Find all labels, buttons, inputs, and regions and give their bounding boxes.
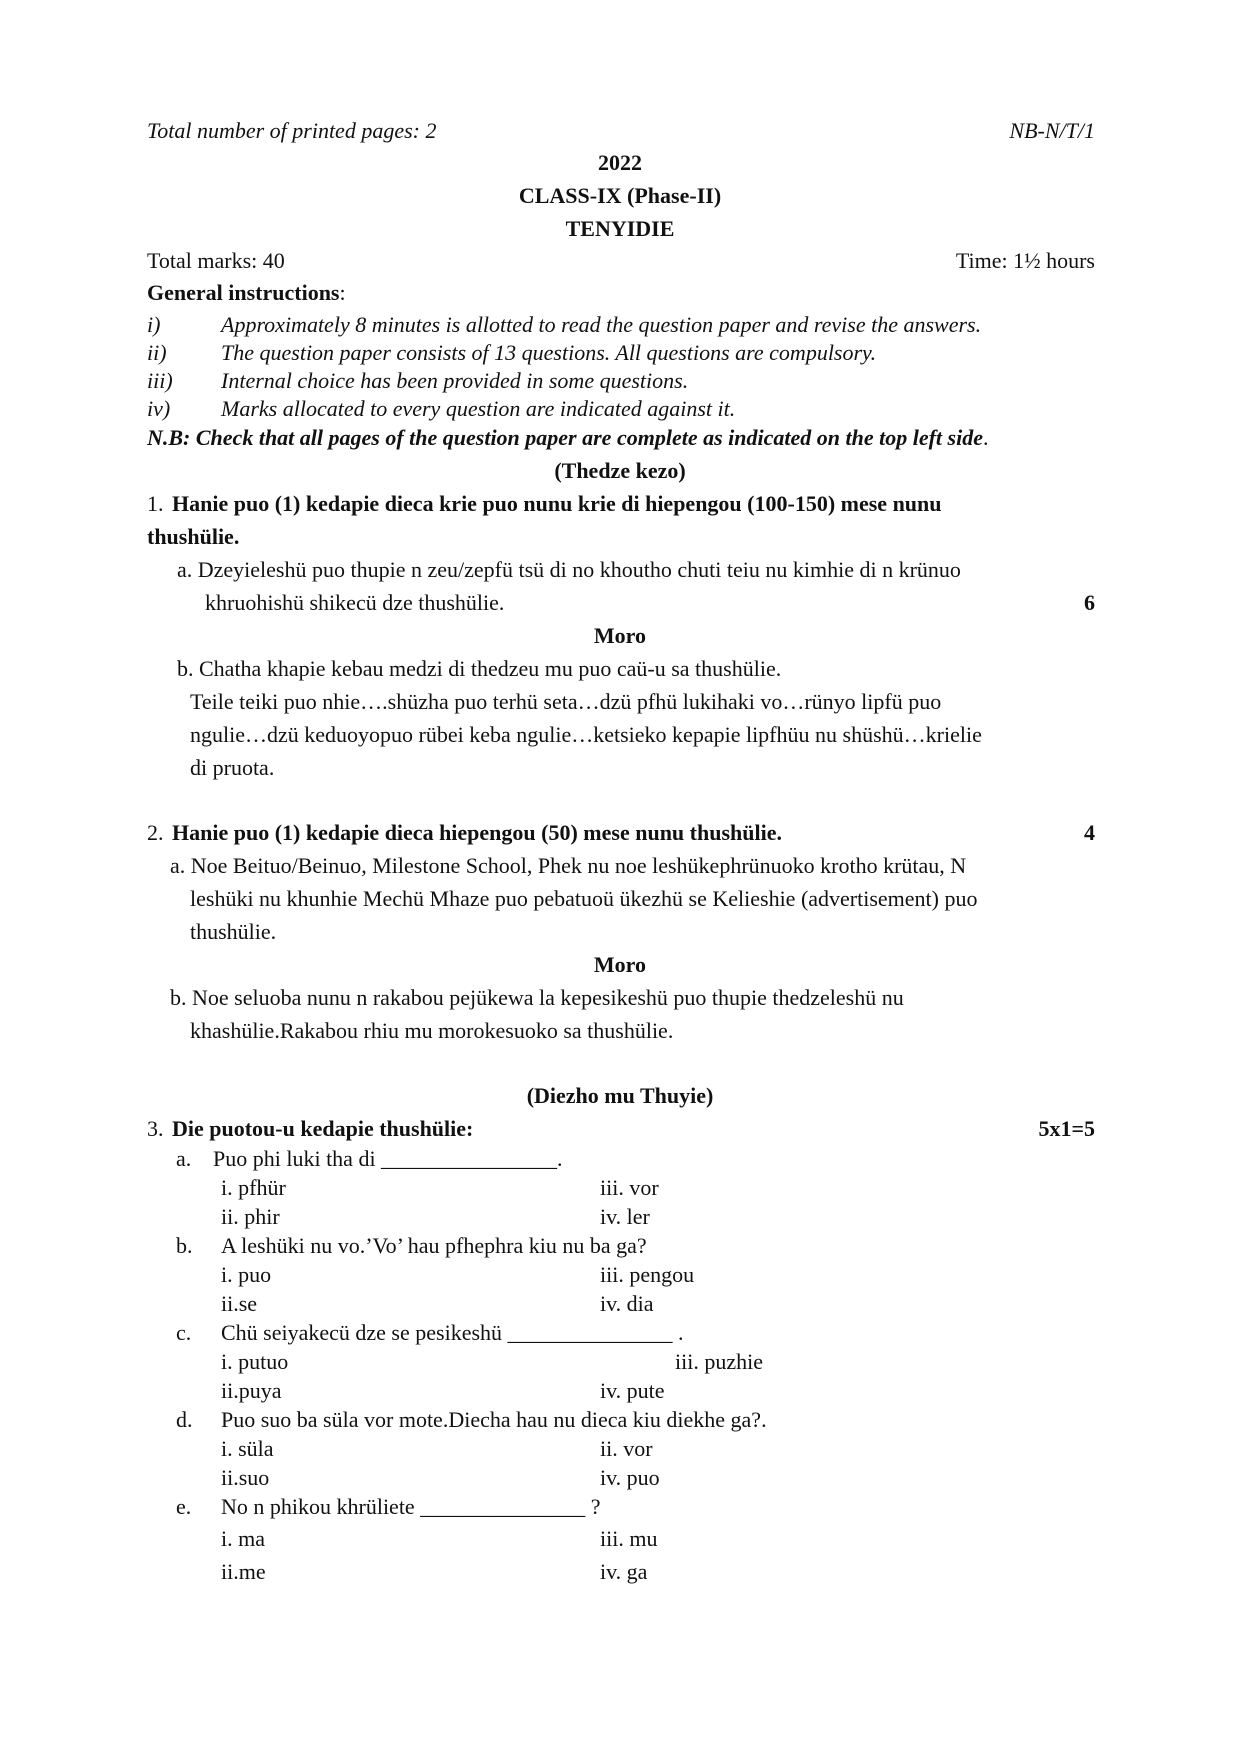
instruction-text: Marks allocated to every question are indicated against it. <box>221 396 736 421</box>
total-marks: Total marks: 40 <box>147 248 285 273</box>
exam-year: 2022 <box>598 150 642 175</box>
option: iii. vor <box>600 1175 659 1200</box>
exam-time: Time: 1½ hours <box>955 248 1095 273</box>
question-3-text: Die puotou-u kedapie thushülie: <box>172 1116 474 1141</box>
option: iv. ga <box>600 1559 648 1584</box>
option: i. puo <box>221 1262 272 1287</box>
sub-question-text: No n phikou khrüliete _______________ ? <box>221 1494 601 1519</box>
sub-question-label: b. <box>176 1233 193 1258</box>
question-1b-text: b. Chatha khapie kebau medzi di thedzeu mu puo caü-u sa thushülie. <box>177 656 782 681</box>
question-2b-text-cont: khashülie.Rakabou rhiu mu morokesuoko sa thushülie. <box>190 1018 674 1043</box>
option: iv. ler <box>600 1204 650 1229</box>
instructions-heading <box>147 280 346 306</box>
question-1b-text-cont: di pruota. <box>190 755 275 780</box>
option: iv. dia <box>600 1291 654 1316</box>
question-3-number: 3. <box>147 1116 164 1141</box>
or-divider: Moro <box>593 952 647 977</box>
option: iv. pute <box>600 1378 665 1403</box>
question-1b-text-cont: Teile teiki puo nhie….shüzha puo terhü seta…dzü pfhü lukihaki vo…rünyo lipfü puo <box>190 689 942 714</box>
option: ii.se <box>221 1291 258 1316</box>
option: ii. phir <box>221 1204 280 1229</box>
nb-note-dot: . <box>982 425 989 450</box>
instruction-text: Approximately 8 minutes is allotted to read the question paper and revise the answers. <box>221 312 982 337</box>
option: i. ma <box>221 1526 265 1551</box>
option: ii.me <box>221 1559 266 1584</box>
option: iii. mu <box>600 1526 658 1551</box>
question-1-number: 1. <box>147 491 164 516</box>
question-2a-text: a. Noe Beituo/Beinuo, Milestone School, Phek nu noe leshükephrünuoko krotho krütau, N <box>170 853 967 878</box>
sub-question-text: Puo suo ba süla vor mote.Diecha hau nu dieca kiu diekhe ga?. <box>221 1407 767 1432</box>
sub-question-label: d. <box>176 1407 193 1432</box>
or-divider: Moro <box>593 623 647 648</box>
question-1a-text: a. Dzeyieleshü puo thupie n zeu/zepfü tsü di no khoutho chuti teiu nu kimhie di n krünuo <box>177 557 961 582</box>
paper-code: NB-N/T/1 <box>1009 118 1095 143</box>
section-heading-diezho-mu-thuyie: (Diezho mu Thuyie) <box>526 1083 714 1108</box>
question-2-marks: 4 <box>1084 820 1095 845</box>
instruction-num: iv) <box>147 396 171 421</box>
section-heading-thedze-kezo: (Thedze kezo) <box>554 458 686 483</box>
option: i. süla <box>221 1436 274 1461</box>
sub-question-text: Puo phi luki tha di ________________. <box>213 1146 563 1171</box>
instruction-num: ii) <box>147 340 167 365</box>
exam-class: CLASS-IX (Phase-II) <box>518 183 722 208</box>
printed-pages-note: Total number of printed pages: 2 <box>147 118 437 143</box>
instruction-num: i) <box>147 312 161 337</box>
question-3-marks: 5x1=5 <box>1038 1116 1095 1141</box>
question-1b-text-cont: ngulie…dzü keduoyopuo rübei keba ngulie…ketsieko kepapie lipfhüu nu shüshü…krielie <box>190 722 982 747</box>
nb-note-text: N.B: Check that all pages of the question paper are complete as indicated on the top left side <box>147 425 983 450</box>
question-1-marks: 6 <box>1084 590 1095 615</box>
question-2-text: Hanie puo (1) kedapie dieca hiepengou (50) mese nunu thushülie. <box>172 820 782 845</box>
question-1-text: Hanie puo (1) kedapie dieca krie puo nunu krie di hiepengou (100-150) mese nunu <box>172 491 942 516</box>
instruction-text: Internal choice has been provided in some questions. <box>221 368 689 393</box>
option: iii. puzhie <box>675 1349 763 1374</box>
question-2-number: 2. <box>147 820 164 845</box>
option: i. putuo <box>221 1349 289 1374</box>
sub-question-label: e. <box>176 1494 192 1519</box>
sub-question-label: a. <box>176 1146 192 1171</box>
question-1-text-cont: thushülie. <box>147 524 240 549</box>
instructions-heading-colon: : <box>339 280 346 305</box>
question-1a-text-cont: khruohishü shikecü dze thushülie. <box>205 590 505 615</box>
option: i. pfhür <box>221 1175 286 1200</box>
option: iii. pengou <box>600 1262 695 1287</box>
sub-question-text: Chü seiyakecü dze se pesikeshü _______________ . <box>221 1320 684 1345</box>
instruction-text: The question paper consists of 13 questions. All questions are compulsory. <box>221 340 877 365</box>
question-2b-text: b. Noe seluoba nunu n rakabou pejükewa la kepesikeshü puo thupie thedzeleshü nu <box>170 985 904 1010</box>
option: ii. vor <box>600 1436 653 1461</box>
option: ii.suo <box>221 1465 270 1490</box>
instructions-heading-text: General instructions <box>147 280 340 305</box>
sub-question-label: c. <box>176 1320 192 1345</box>
nb-note <box>147 425 988 451</box>
exam-subject: TENYIDIE <box>565 216 675 241</box>
option: ii.puya <box>221 1378 282 1403</box>
instruction-num: iii) <box>147 368 173 393</box>
option: iv. puo <box>600 1465 660 1490</box>
sub-question-text: A leshüki nu vo.’Vo’ hau pfhephra kiu nu ba ga? <box>221 1233 647 1258</box>
question-2a-text-cont: thushülie. <box>190 919 277 944</box>
question-2a-text-cont: leshüki nu khunhie Mechü Mhaze puo pebatuoü ükezhü se Kelieshie (advertisement) puo <box>190 886 978 911</box>
